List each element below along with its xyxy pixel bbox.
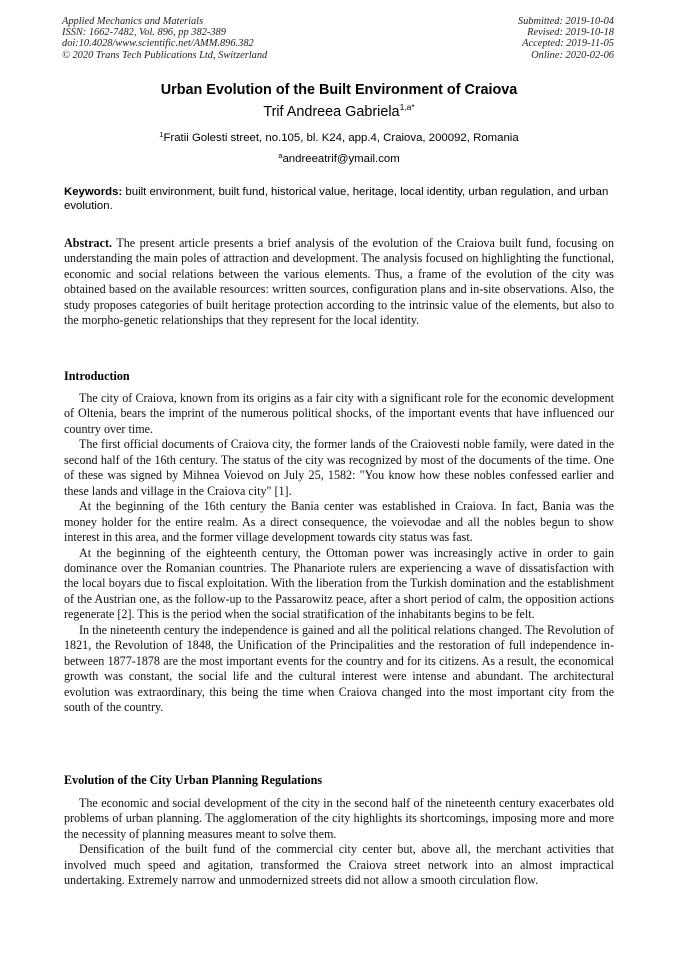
date-revised: Revised: 2019-10-18 [527, 27, 614, 39]
email-text[interactable]: andreeatrif@ymail.com [282, 153, 400, 165]
keywords-text: built environment, built fund, historical value, heritage, local identity, urban regulation, and urban evolution. [64, 186, 609, 212]
abstract-label: Abstract. [64, 236, 113, 250]
author-name: Trif Andreea Gabriela [263, 104, 400, 120]
section-heading-evolution: Evolution of the City Urban Planning Regulations [64, 773, 323, 787]
affiliation-superscript: 1 [159, 130, 164, 139]
paragraph: The first official documents of Craiova city, the former lands of the Craiovesti noble family, were dated in the second half of the 16th century. The status of the city was recognized by most of the documents of the time. One of these was signed by Mihnea Voievod on July 25, 1582: "You know how these nobles confessed earlier and these lands and village in the Craiova city" [1]. [64, 437, 614, 498]
journal-issn: ISSN: 1662-7482, Vol. 896, pp 382-389 [62, 27, 226, 39]
author-line [0, 104, 678, 120]
section-heading-introduction: Introduction [64, 369, 130, 383]
journal-copyright: © 2020 Trans Tech Publications Ltd, Switzerland [62, 49, 268, 61]
abstract [64, 236, 614, 329]
journal-info [62, 16, 267, 61]
paragraph: In the nineteenth century the independence is gained and all the political relations changed. The Revolution of 1821, the Revolution of 1848, the Unification of the Principalities and the restoration of full independence in-between 1877-1878 are the most important events for the country and for its citizens. As a result, the economical growth was constant, the social life and the cultural interest were intense and abundant. The architectural evolution was extraordinary, this being the time when Craiova changed into the most important city from the south of the country. [64, 622, 614, 715]
keywords [64, 186, 614, 214]
abstract-text: The present article presents a brief analysis of the evolution of the Craiova built fund, focusing on understanding the main poles of attraction and development. The analysis focused on highlighting the functional, economic and social relations between the various elements. Thus, a frame of the evolution of the city was obtained based on the available resources: written sources, configuration plans and in-site observations. Also, the study proposes categories of built heritage protection according to the intrinsic value of the elements, but also to the morpho-genetic relationships that they represent for the local identity. [64, 236, 614, 328]
evolution-body [64, 796, 614, 889]
journal-doi: doi:10.4028/www.scientific.net/AMM.896.382 [62, 38, 254, 50]
date-accepted: Accepted: 2019-11-05 [522, 38, 614, 50]
affiliation-text: Fratii Golesti street, no.105, bl. K24, app.4, Craiova, 200092, Romania [163, 132, 519, 144]
date-online: Online: 2020-02-06 [531, 49, 614, 61]
author-superscript: 1,a* [399, 102, 415, 112]
paragraph: The economic and social development of the city in the second half of the nineteenth century exacerbates old problems of urban planning. The agglomeration of the city highlights its shortcomings, imposing more and more the necessity of planning measures meant to solve them. [64, 796, 614, 841]
paper-title: Urban Evolution of the Built Environment of Craiova [160, 82, 518, 98]
date-submitted: Submitted: 2019-10-04 [517, 16, 614, 27]
paragraph: Densification of the built fund of the commercial city center but, above all, the merchant activities that involved much speed and agitation, transformed the Craiova street network into an almost impractical undertaking. Extremely narrow and unmodernized streets did not allow a smooth circulation flow. [64, 842, 614, 888]
paragraph: At the beginning of the eighteenth century, the Ottoman power was increasingly active in order to gain dominance over the Romanian countries. The Phanariote rulers are experiencing a wave of dissatisfaction with the local boyars due to fiscal exploitation. With the liberation from the Turkish domination and the establishment of the Austrian one, as the follow-up to the Passarowitz peace, after a short period of calm, the opposition actions regenerate [2]. This is the period when the social stratification of the inhabitants begins to be felt. [64, 545, 614, 622]
affiliation [0, 132, 678, 144]
author-email [0, 153, 678, 165]
keywords-label: Keywords: [64, 186, 123, 198]
paragraph: The city of Craiova, known from its origins as a fair city with a significant role for the economic development of Oltenia, bears the imprint of the numerous political shocks, of the important events that have influenced our country over time. [64, 391, 614, 436]
introduction-body [64, 391, 614, 716]
email-superscript: a [278, 151, 283, 160]
journal-name: Applied Mechanics and Materials [62, 16, 204, 27]
paragraph: At the beginning of the 16th century the Bania center was established in Craiova. In fact, Bania was the money holder for the entire realm. As a direct consequence, the voievodae and all the nobles begun to show interest in this area, and the former village development towards city status was fast. [64, 499, 614, 545]
submission-dates [518, 16, 614, 61]
